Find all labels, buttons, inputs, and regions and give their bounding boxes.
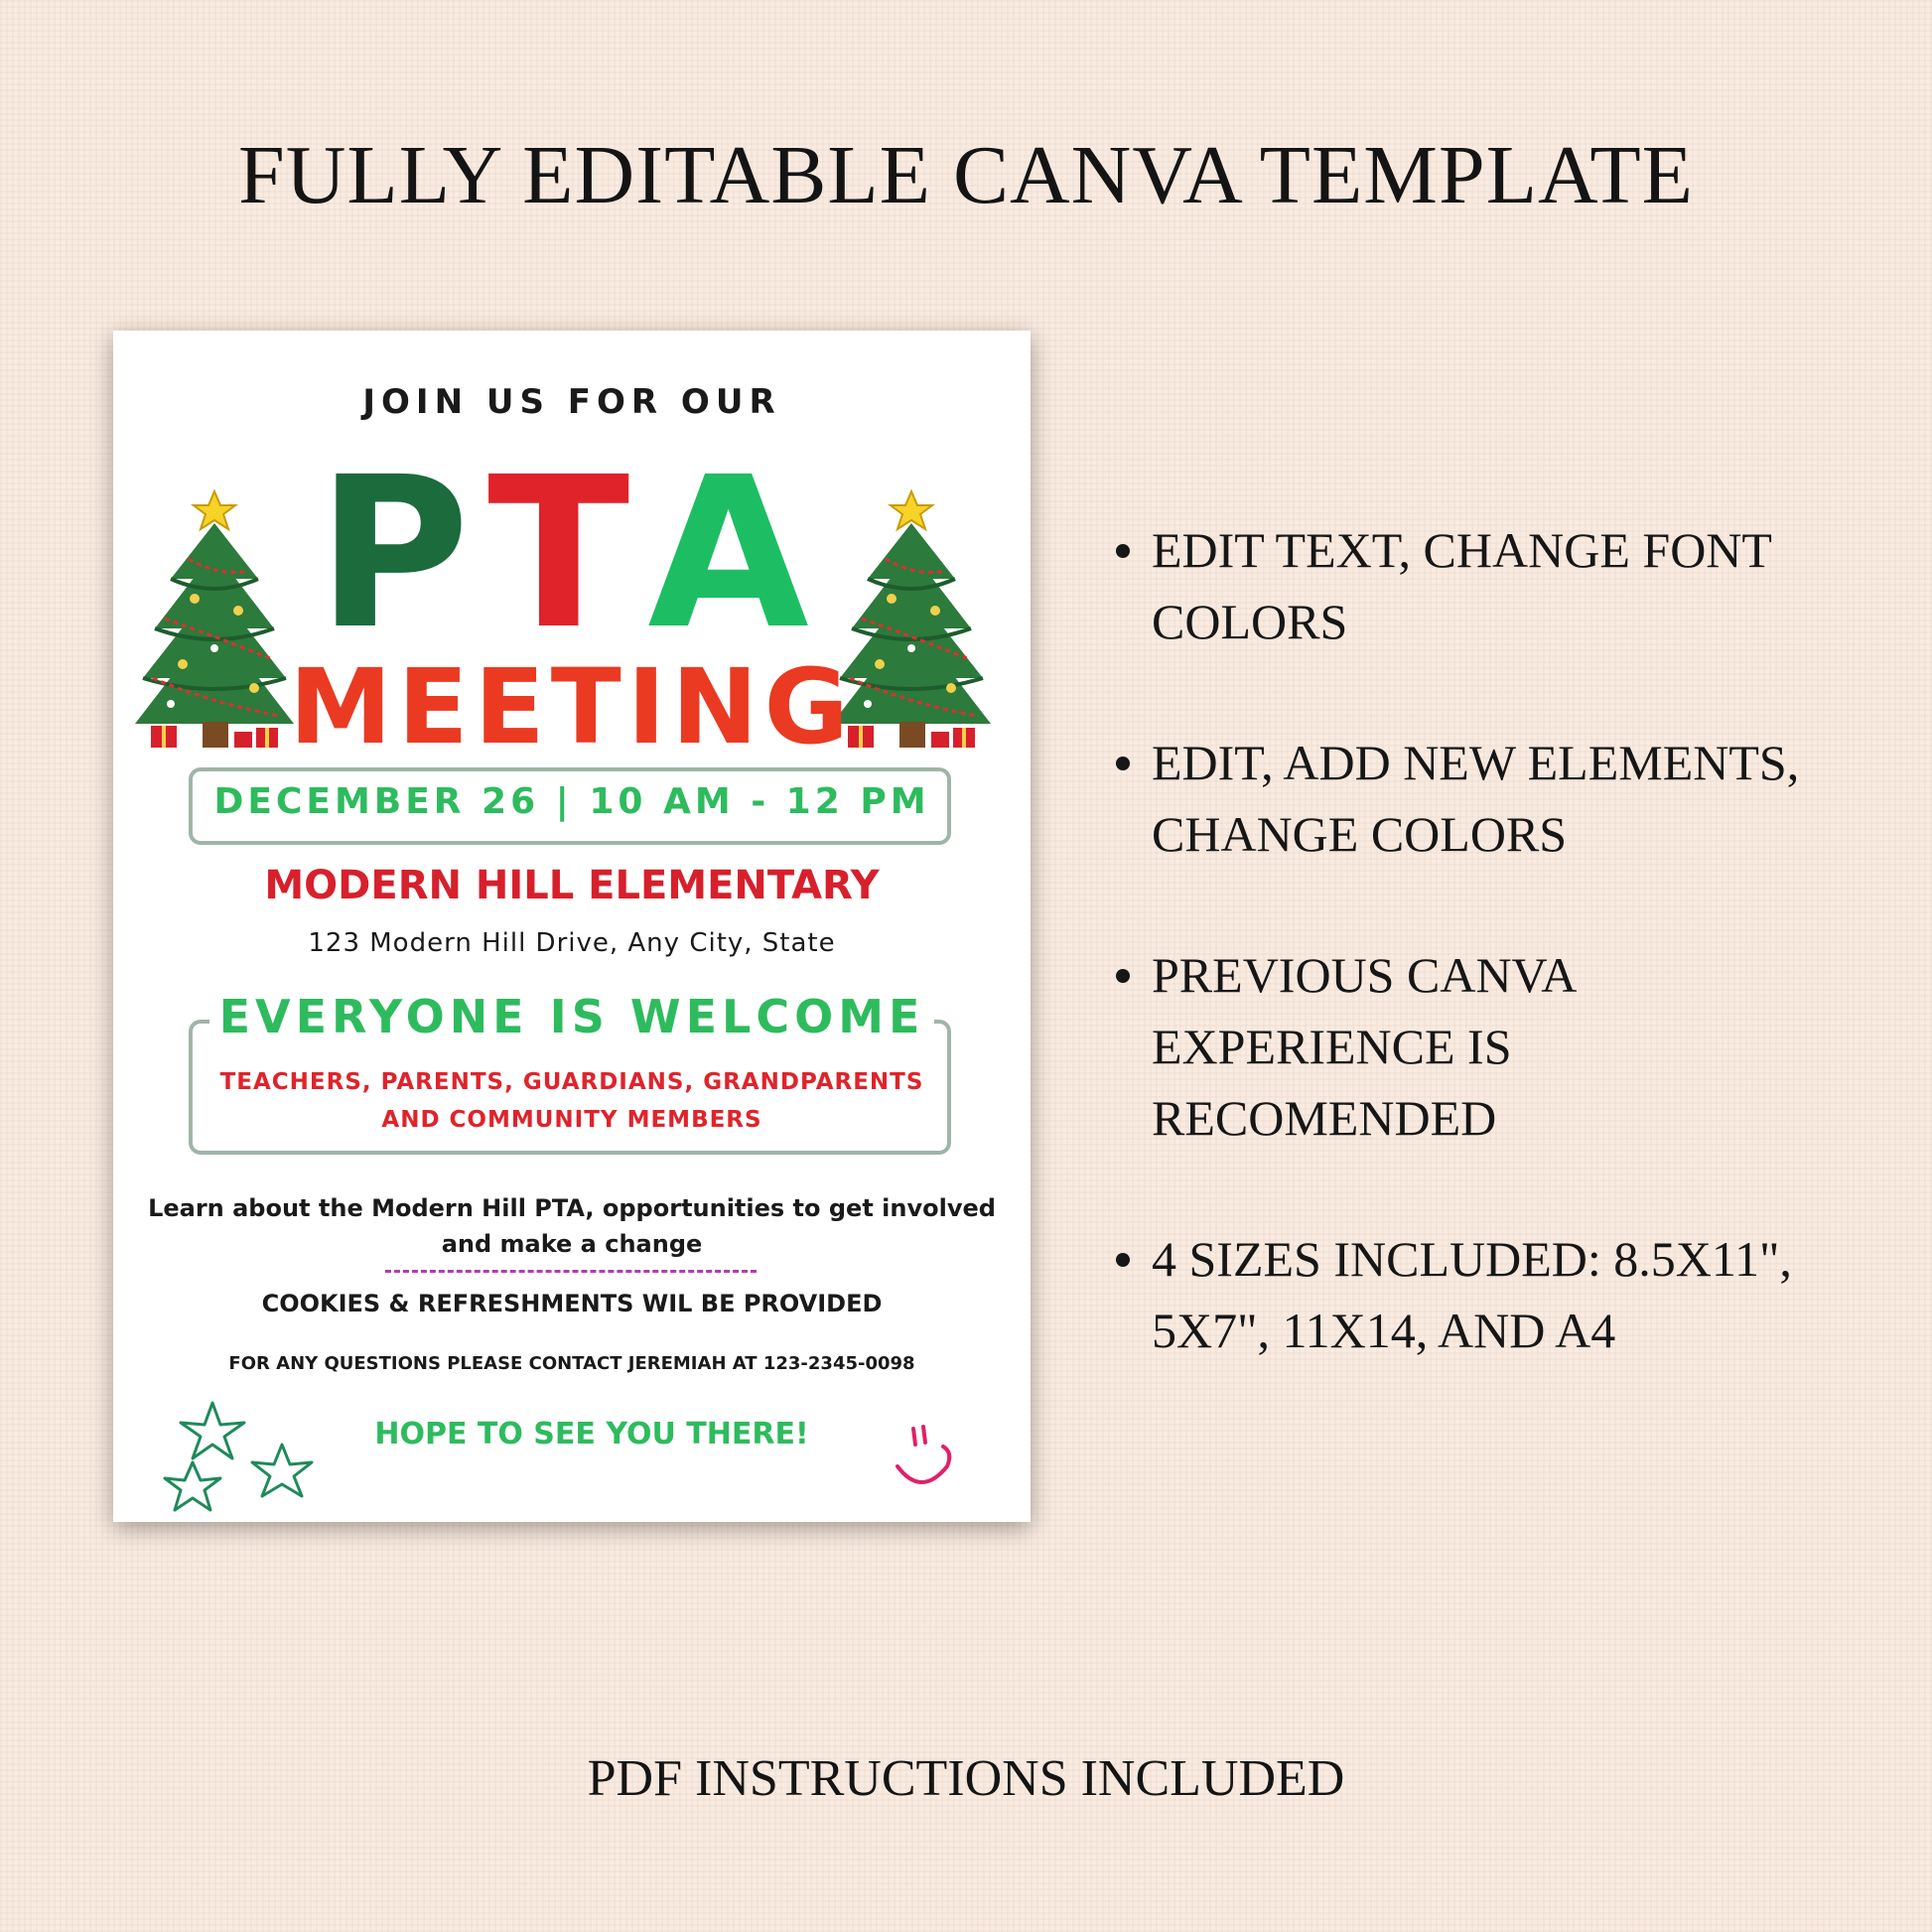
- pta-heading: [113, 432, 1031, 675]
- closing-text: HOPE TO SEE YOU THERE!: [374, 1417, 809, 1451]
- feature-item: 4 SIZES INCLUDED: 8.5X11", 5X7", 11X14, AND A4: [1112, 1223, 1866, 1366]
- feature-item: EDIT, ADD NEW ELEMENTS, CHANGE COLORS: [1112, 727, 1866, 870]
- meeting-heading: MEETING: [289, 646, 855, 767]
- pta-letter-p: P: [317, 432, 488, 675]
- feature-item: PREVIOUS CANVA EXPERIENCE IS RECOMENDED: [1112, 939, 1866, 1154]
- doodle-stars-icon: [163, 1397, 342, 1516]
- welcome-heading: EVERYONE IS WELCOME: [209, 990, 935, 1043]
- dashed-divider: [385, 1270, 757, 1273]
- learn-line-1: Learn about the Modern Hill PTA, opportunities to get involved: [148, 1194, 996, 1222]
- page-title: FULLY EDITABLE CANVA TEMPLATE: [238, 129, 1694, 221]
- smiley-doodle-icon: [892, 1423, 961, 1502]
- contact-text: FOR ANY QUESTIONS PLEASE CONTACT JEREMIAH AT 123-2345-0098: [228, 1353, 915, 1374]
- attendees-line-2: AND COMMUNITY MEMBERS: [381, 1107, 762, 1133]
- feature-list: [1112, 514, 1866, 1436]
- attendees-line-1: TEACHERS, PARENTS, GUARDIANS, GRANDPARENTS: [219, 1069, 924, 1095]
- attendees-text: [113, 1063, 1031, 1139]
- flyer-preview: [113, 331, 1031, 1522]
- feature-item: EDIT TEXT, CHANGE FONT COLORS: [1112, 514, 1866, 657]
- pta-letter-a: A: [647, 432, 827, 675]
- date-time-text: DECEMBER 26 | 10 AM - 12 PM: [213, 781, 930, 822]
- flyer-intro-text: JOIN US FOR OUR: [362, 382, 781, 422]
- footer-title: PDF INSTRUCTIONS INCLUDED: [587, 1750, 1345, 1807]
- cookies-text: COOKIES & REFRESHMENTS WIL BE PROVIDED: [261, 1290, 883, 1317]
- school-name: MODERN HILL ELEMENTARY: [264, 863, 880, 908]
- school-address: 123 Modern Hill Drive, Any City, State: [308, 928, 836, 958]
- learn-text: [113, 1190, 1031, 1262]
- welcome-heading-wrap: [113, 990, 1031, 1043]
- pta-letter-t: T: [487, 432, 648, 675]
- learn-line-2: and make a change: [441, 1230, 703, 1258]
